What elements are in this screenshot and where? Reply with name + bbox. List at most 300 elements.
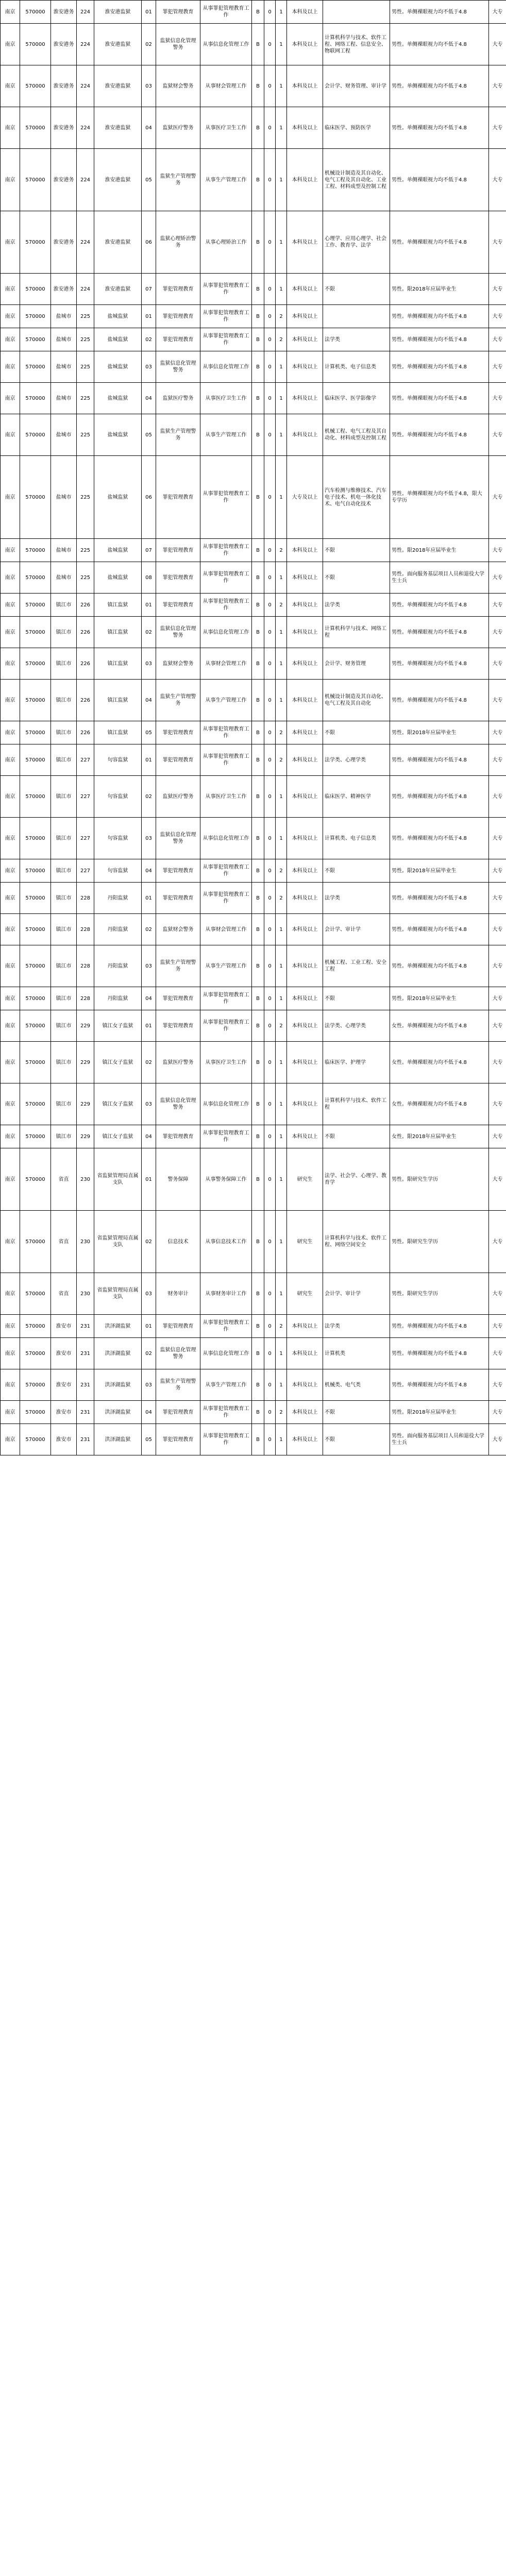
table-cell: 淮安港务 bbox=[51, 149, 77, 211]
table-cell: 男性。限研究生学历 bbox=[390, 1211, 489, 1273]
table-cell: 南京 bbox=[1, 1010, 20, 1042]
table-cell: 07 bbox=[142, 539, 156, 562]
table-cell: 从事罪犯管理教育工作 bbox=[200, 859, 252, 883]
table-body bbox=[1, 1, 506, 1455]
table-cell: 男性。单侧裸眼视力均不低于4.8 bbox=[390, 149, 489, 211]
table-cell: 1 bbox=[276, 1338, 287, 1369]
table-cell: 570000 bbox=[20, 456, 51, 539]
table-cell: 大专 bbox=[489, 1273, 506, 1315]
table-cell: 226 bbox=[77, 594, 94, 617]
table-cell: 会计学、财务管理 bbox=[323, 648, 390, 680]
table-cell: 监狱医疗警务 bbox=[156, 776, 200, 818]
table-cell: 计算机类、电子信息类 bbox=[323, 351, 390, 383]
table-row bbox=[1, 211, 506, 274]
table-cell: 男性。单侧裸眼视力均不低于4.8 bbox=[390, 648, 489, 680]
table-cell: 从事信息化管理工作 bbox=[200, 24, 252, 65]
table-cell: 盐城市 bbox=[51, 456, 77, 539]
table-cell: 南京 bbox=[1, 883, 20, 914]
table-cell: 本科及以上 bbox=[287, 945, 323, 987]
table-cell: 本科及以上 bbox=[287, 351, 323, 383]
table-cell: 570000 bbox=[20, 107, 51, 149]
table-cell: 2 bbox=[276, 305, 287, 328]
table-cell: 罪犯管理教育 bbox=[156, 562, 200, 594]
table-cell: B bbox=[252, 1148, 264, 1211]
table-cell: 本科及以上 bbox=[287, 1010, 323, 1042]
table-cell: 227 bbox=[77, 744, 94, 776]
table-cell: 男性。单侧裸眼视力均不低于4.8 bbox=[390, 1, 489, 24]
table-cell: 08 bbox=[142, 562, 156, 594]
table-cell: 大专 bbox=[489, 107, 506, 149]
table-cell: B bbox=[252, 1315, 264, 1338]
table-cell: 男性。单侧裸眼视力均不低于4.8 bbox=[390, 776, 489, 818]
table-cell: 从事财会管理工作 bbox=[200, 65, 252, 107]
table-row bbox=[1, 383, 506, 414]
table-cell: 0 bbox=[264, 149, 276, 211]
table-cell: 大专 bbox=[489, 414, 506, 456]
table-cell: 南京 bbox=[1, 1148, 20, 1211]
table-row bbox=[1, 1273, 506, 1315]
table-cell: 03 bbox=[142, 648, 156, 680]
table-cell: 0 bbox=[264, 883, 276, 914]
table-cell: 570000 bbox=[20, 721, 51, 744]
table-row bbox=[1, 456, 506, 539]
table-cell: 01 bbox=[142, 1010, 156, 1042]
table-cell: B bbox=[252, 149, 264, 211]
table-cell: 1 bbox=[276, 818, 287, 859]
table-cell: 570000 bbox=[20, 274, 51, 305]
table-cell: 本科及以上 bbox=[287, 594, 323, 617]
table-cell: 男性。单侧裸眼视力均不低于4.8 bbox=[390, 1369, 489, 1401]
table-cell: 南京 bbox=[1, 1211, 20, 1273]
table-cell: 淮安港监狱 bbox=[94, 149, 142, 211]
table-cell: 男性。单侧裸眼视力均不低于4.8 bbox=[390, 305, 489, 328]
table-cell: 1 bbox=[276, 1273, 287, 1315]
table-cell: 计算机科学与技术、软件工程 bbox=[323, 1083, 390, 1125]
table-cell: 225 bbox=[77, 456, 94, 539]
table-cell: 570000 bbox=[20, 149, 51, 211]
table-cell: 02 bbox=[142, 328, 156, 351]
table-cell: 本科及以上 bbox=[287, 1369, 323, 1401]
table-cell: 04 bbox=[142, 987, 156, 1010]
table-cell: 从事罪犯管理教育工作 bbox=[200, 987, 252, 1010]
table-cell: 04 bbox=[142, 107, 156, 149]
table-row bbox=[1, 1125, 506, 1148]
table-cell: 228 bbox=[77, 987, 94, 1010]
table-cell: 罪犯管理教育 bbox=[156, 305, 200, 328]
table-cell: 不限 bbox=[323, 274, 390, 305]
table-cell: 男性。限2018年应届毕业生 bbox=[390, 274, 489, 305]
table-cell: 镇江市 bbox=[51, 680, 77, 721]
table-row bbox=[1, 328, 506, 351]
table-cell: 机械工程、电气工程及其自动化、材料成型及控制工程 bbox=[323, 414, 390, 456]
table-cell: 225 bbox=[77, 414, 94, 456]
table-cell: 研究生 bbox=[287, 1211, 323, 1273]
table-cell: 从事医疗卫生工作 bbox=[200, 107, 252, 149]
table-cell: 570000 bbox=[20, 945, 51, 987]
table-cell: 0 bbox=[264, 1401, 276, 1424]
table-cell: 男性。限2018年应届毕业生 bbox=[390, 539, 489, 562]
table-cell: 盐城监狱 bbox=[94, 351, 142, 383]
table-cell: 法学类、心理学类 bbox=[323, 744, 390, 776]
table-cell: 淮安港务 bbox=[51, 107, 77, 149]
table-cell: 本科及以上 bbox=[287, 1083, 323, 1125]
table-cell: 2 bbox=[276, 744, 287, 776]
table-cell: 从事罪犯管理教育工作 bbox=[200, 883, 252, 914]
table-cell: 225 bbox=[77, 305, 94, 328]
table-cell: 226 bbox=[77, 648, 94, 680]
table-cell: 淮安港务 bbox=[51, 65, 77, 107]
table-cell: 省监狱管理局直属支队 bbox=[94, 1148, 142, 1211]
table-cell: 盐城市 bbox=[51, 383, 77, 414]
table-cell: 225 bbox=[77, 562, 94, 594]
table-cell: 从事医疗卫生工作 bbox=[200, 383, 252, 414]
table-cell: B bbox=[252, 383, 264, 414]
table-cell: 02 bbox=[142, 776, 156, 818]
table-cell: 财务审计 bbox=[156, 1273, 200, 1315]
table-cell: 0 bbox=[264, 562, 276, 594]
table-cell: B bbox=[252, 721, 264, 744]
table-cell: 0 bbox=[264, 1010, 276, 1042]
table-cell: 不限 bbox=[323, 1424, 390, 1455]
table-cell: 镇江市 bbox=[51, 1010, 77, 1042]
table-row bbox=[1, 1010, 506, 1042]
table-cell: 大专 bbox=[489, 945, 506, 987]
table-cell: 从事财务审计工作 bbox=[200, 1273, 252, 1315]
table-cell: 男性。单侧裸眼视力均不低于4.8 bbox=[390, 945, 489, 987]
table-cell: 本科及以上 bbox=[287, 65, 323, 107]
table-row bbox=[1, 859, 506, 883]
table-cell: 1 bbox=[276, 456, 287, 539]
table-cell: 镇江监狱 bbox=[94, 617, 142, 648]
table-cell: B bbox=[252, 351, 264, 383]
table-row bbox=[1, 65, 506, 107]
table-cell: 大专 bbox=[489, 1211, 506, 1273]
table-cell: 南京 bbox=[1, 1369, 20, 1401]
table-cell: 570000 bbox=[20, 1, 51, 24]
table-cell: 0 bbox=[264, 65, 276, 107]
table-cell: 本科及以上 bbox=[287, 1125, 323, 1148]
table-cell: B bbox=[252, 211, 264, 274]
table-cell: 从事信息化管理工作 bbox=[200, 818, 252, 859]
table-cell: 从事罪犯管理教育工作 bbox=[200, 721, 252, 744]
table-cell: 570000 bbox=[20, 539, 51, 562]
table-cell: 镇江市 bbox=[51, 914, 77, 945]
table-cell: 从事医疗卫生工作 bbox=[200, 776, 252, 818]
table-cell: 省直 bbox=[51, 1148, 77, 1211]
table-cell: 228 bbox=[77, 945, 94, 987]
table-cell: B bbox=[252, 1083, 264, 1125]
table-cell: 法学类 bbox=[323, 1315, 390, 1338]
table-cell: 大专 bbox=[489, 24, 506, 65]
table-cell: 226 bbox=[77, 617, 94, 648]
table-cell: 不限 bbox=[323, 859, 390, 883]
table-cell: 男性。单侧裸眼视力均不低于4.8 bbox=[390, 414, 489, 456]
table-cell: 570000 bbox=[20, 594, 51, 617]
table-cell: 南京 bbox=[1, 987, 20, 1010]
table-cell: 洪泽湖监狱 bbox=[94, 1315, 142, 1338]
table-cell: 01 bbox=[142, 744, 156, 776]
table-cell: 镇江市 bbox=[51, 594, 77, 617]
table-cell: 淮安市 bbox=[51, 1369, 77, 1401]
table-cell: 从事信息技术工作 bbox=[200, 1211, 252, 1273]
table-cell: 镇江市 bbox=[51, 1042, 77, 1083]
table-row bbox=[1, 1083, 506, 1125]
table-cell: 01 bbox=[142, 883, 156, 914]
table-cell: 227 bbox=[77, 859, 94, 883]
table-cell: 1 bbox=[276, 414, 287, 456]
table-cell: 罪犯管理教育 bbox=[156, 859, 200, 883]
table-cell: 句容监狱 bbox=[94, 776, 142, 818]
table-cell: 罪犯管理教育 bbox=[156, 539, 200, 562]
table-cell: 盐城监狱 bbox=[94, 383, 142, 414]
table-cell: 会计学、财务管理、审计学 bbox=[323, 65, 390, 107]
table-cell: 231 bbox=[77, 1369, 94, 1401]
table-cell: 07 bbox=[142, 274, 156, 305]
table-cell: 570000 bbox=[20, 1125, 51, 1148]
table-cell: 不限 bbox=[323, 1401, 390, 1424]
table-cell: 230 bbox=[77, 1148, 94, 1211]
table-cell: 男性。限研究生学历 bbox=[390, 1273, 489, 1315]
table-cell: 淮安港务 bbox=[51, 1, 77, 24]
table-cell: 淮安港监狱 bbox=[94, 211, 142, 274]
table-cell: 0 bbox=[264, 351, 276, 383]
table-cell bbox=[323, 1, 390, 24]
table-row bbox=[1, 107, 506, 149]
table-cell: 大专 bbox=[489, 1315, 506, 1338]
table-cell: B bbox=[252, 1401, 264, 1424]
table-row bbox=[1, 648, 506, 680]
table-cell: B bbox=[252, 883, 264, 914]
table-cell: 计算机类 bbox=[323, 1338, 390, 1369]
table-cell: 570000 bbox=[20, 383, 51, 414]
table-cell: 大专 bbox=[489, 456, 506, 539]
table-cell: 大专 bbox=[489, 1125, 506, 1148]
table-cell: 监狱生产管理警务 bbox=[156, 149, 200, 211]
table-cell: 临床医学、预防医学 bbox=[323, 107, 390, 149]
table-cell: 镇江市 bbox=[51, 1083, 77, 1125]
table-row bbox=[1, 414, 506, 456]
table-cell: 机械设计制造及其自动化、电气工程及其自动化、工业工程、材料成型及控制工程 bbox=[323, 149, 390, 211]
table-cell: 罪犯管理教育 bbox=[156, 1424, 200, 1455]
table-cell: 0 bbox=[264, 1369, 276, 1401]
table-cell: B bbox=[252, 617, 264, 648]
table-cell: 男性。单侧裸眼视力均不低于4.8 bbox=[390, 328, 489, 351]
table-cell: 本科及以上 bbox=[287, 1315, 323, 1338]
table-cell: 大专 bbox=[489, 65, 506, 107]
table-cell: 淮安港监狱 bbox=[94, 107, 142, 149]
table-cell: 2 bbox=[276, 1401, 287, 1424]
table-cell: 盐城市 bbox=[51, 328, 77, 351]
table-cell: 本科及以上 bbox=[287, 1042, 323, 1083]
table-cell: 临床医学、精神医学 bbox=[323, 776, 390, 818]
table-cell: 镇江监狱 bbox=[94, 680, 142, 721]
table-cell: 1 bbox=[276, 1, 287, 24]
table-cell: 南京 bbox=[1, 594, 20, 617]
table-cell: 不限 bbox=[323, 1125, 390, 1148]
table-cell: 1 bbox=[276, 648, 287, 680]
table-cell: 229 bbox=[77, 1125, 94, 1148]
table-cell: 0 bbox=[264, 744, 276, 776]
table-cell: 从事信息化管理工作 bbox=[200, 617, 252, 648]
table-cell: 男性。单侧裸眼视力均不低于4.8 bbox=[390, 594, 489, 617]
table-cell: 1 bbox=[276, 680, 287, 721]
table-cell: 大专 bbox=[489, 149, 506, 211]
table-cell: 省直 bbox=[51, 1273, 77, 1315]
table-cell: 南京 bbox=[1, 383, 20, 414]
table-cell: 本科及以上 bbox=[287, 149, 323, 211]
table-cell: 从事财会管理工作 bbox=[200, 914, 252, 945]
table-cell: 南京 bbox=[1, 680, 20, 721]
table-cell: 从事生产管理工作 bbox=[200, 680, 252, 721]
table-cell: 大专 bbox=[489, 594, 506, 617]
table-cell: 计算机科学与技术、软件工程、网络空间安全 bbox=[323, 1211, 390, 1273]
table-cell: 本科及以上 bbox=[287, 539, 323, 562]
table-cell: 0 bbox=[264, 1315, 276, 1338]
table-cell: 从事罪犯管理教育工作 bbox=[200, 456, 252, 539]
table-cell: 01 bbox=[142, 1315, 156, 1338]
table-cell: 法学类 bbox=[323, 883, 390, 914]
table-cell: 南京 bbox=[1, 914, 20, 945]
table-cell: 淮安市 bbox=[51, 1424, 77, 1455]
table-cell: 0 bbox=[264, 776, 276, 818]
table-cell: 从事罪犯管理教育工作 bbox=[200, 562, 252, 594]
table-cell: 本科及以上 bbox=[287, 107, 323, 149]
table-cell: 男性。单侧裸眼视力均不低于4.8 bbox=[390, 211, 489, 274]
table-cell: 大专 bbox=[489, 211, 506, 274]
table-cell: 03 bbox=[142, 351, 156, 383]
table-cell: B bbox=[252, 305, 264, 328]
table-cell: 1 bbox=[276, 351, 287, 383]
table-cell: 丹阳监狱 bbox=[94, 945, 142, 987]
table-cell: 监狱信息化管理警务 bbox=[156, 351, 200, 383]
table-cell: 0 bbox=[264, 914, 276, 945]
table-cell: 03 bbox=[142, 65, 156, 107]
table-cell: 从事警务保障工作 bbox=[200, 1148, 252, 1211]
table-cell: 1 bbox=[276, 1424, 287, 1455]
table-cell: 04 bbox=[142, 1401, 156, 1424]
table-cell: 2 bbox=[276, 328, 287, 351]
table-cell: 洪泽湖监狱 bbox=[94, 1338, 142, 1369]
table-cell: B bbox=[252, 859, 264, 883]
table-cell: 男性。面向服务基层项目人员和退役大学生士兵 bbox=[390, 562, 489, 594]
table-cell: 罪犯管理教育 bbox=[156, 1125, 200, 1148]
table-cell: 大专 bbox=[489, 648, 506, 680]
table-cell: 2 bbox=[276, 721, 287, 744]
table-cell: 0 bbox=[264, 859, 276, 883]
table-row bbox=[1, 1338, 506, 1369]
table-cell: 南京 bbox=[1, 648, 20, 680]
table-cell: 罪犯管理教育 bbox=[156, 456, 200, 539]
table-cell: 570000 bbox=[20, 1211, 51, 1273]
table-cell: 04 bbox=[142, 680, 156, 721]
table-cell: 0 bbox=[264, 945, 276, 987]
table-cell: 0 bbox=[264, 721, 276, 744]
table-cell: 男性。限2018年应届毕业生 bbox=[390, 859, 489, 883]
table-cell: 丹阳监狱 bbox=[94, 987, 142, 1010]
table-cell: 1 bbox=[276, 945, 287, 987]
table-cell: 男性。单侧裸眼视力均不低于4.8 bbox=[390, 914, 489, 945]
table-cell: 监狱生产管理警务 bbox=[156, 945, 200, 987]
table-cell: 0 bbox=[264, 456, 276, 539]
table-row bbox=[1, 1424, 506, 1455]
table-cell: 男性。单侧裸眼视力均不低于4.8 bbox=[390, 680, 489, 721]
table-cell: 0 bbox=[264, 274, 276, 305]
table-row bbox=[1, 818, 506, 859]
table-cell: 南京 bbox=[1, 456, 20, 539]
table-cell: 淮安港监狱 bbox=[94, 1, 142, 24]
table-cell: 1 bbox=[276, 1148, 287, 1211]
table-cell: B bbox=[252, 1424, 264, 1455]
table-cell: 本科及以上 bbox=[287, 914, 323, 945]
table-cell: 镇江市 bbox=[51, 1125, 77, 1148]
table-cell: 02 bbox=[142, 617, 156, 648]
table-cell: 监狱财会警务 bbox=[156, 648, 200, 680]
table-cell: 南京 bbox=[1, 24, 20, 65]
table-cell: 04 bbox=[142, 859, 156, 883]
table-cell: 570000 bbox=[20, 1338, 51, 1369]
table-cell: 盐城市 bbox=[51, 562, 77, 594]
table-cell: 05 bbox=[142, 1424, 156, 1455]
table-cell: 盐城监狱 bbox=[94, 539, 142, 562]
table-cell: 570000 bbox=[20, 1042, 51, 1083]
table-cell: 男性。限2018年应届毕业生 bbox=[390, 1401, 489, 1424]
table-cell: 大专 bbox=[489, 328, 506, 351]
table-cell: 本科及以上 bbox=[287, 1424, 323, 1455]
table-cell: 05 bbox=[142, 721, 156, 744]
table-cell: 225 bbox=[77, 539, 94, 562]
table-cell: 从事罪犯管理教育工作 bbox=[200, 1125, 252, 1148]
table-cell: 本科及以上 bbox=[287, 648, 323, 680]
table-cell: 02 bbox=[142, 1042, 156, 1083]
table-cell: 本科及以上 bbox=[287, 414, 323, 456]
table-cell: 本科及以上 bbox=[287, 776, 323, 818]
table-cell: B bbox=[252, 987, 264, 1010]
table-cell: 监狱生产管理警务 bbox=[156, 414, 200, 456]
table-cell: 盐城监狱 bbox=[94, 456, 142, 539]
table-cell: 1 bbox=[276, 987, 287, 1010]
table-cell: 570000 bbox=[20, 1148, 51, 1211]
table-cell: 罪犯管理教育 bbox=[156, 274, 200, 305]
table-cell: 男性。单侧裸眼视力均不低于4.8，限大专学历 bbox=[390, 456, 489, 539]
table-cell: B bbox=[252, 274, 264, 305]
table-cell: 1 bbox=[276, 1211, 287, 1273]
table-cell: 1 bbox=[276, 776, 287, 818]
table-cell: B bbox=[252, 1273, 264, 1315]
table-cell: 镇江女子监狱 bbox=[94, 1010, 142, 1042]
table-row bbox=[1, 776, 506, 818]
table-row bbox=[1, 24, 506, 65]
table-cell: 1 bbox=[276, 1369, 287, 1401]
table-cell: B bbox=[252, 680, 264, 721]
table-cell: B bbox=[252, 776, 264, 818]
table-cell: 南京 bbox=[1, 744, 20, 776]
table-cell: 1 bbox=[276, 383, 287, 414]
table-cell: 大专 bbox=[489, 1369, 506, 1401]
table-cell: 省监狱管理局直属支队 bbox=[94, 1273, 142, 1315]
table-cell: 丹阳监狱 bbox=[94, 883, 142, 914]
table-cell: 计算机类、电子信息类 bbox=[323, 818, 390, 859]
table-cell: 231 bbox=[77, 1338, 94, 1369]
table-row bbox=[1, 744, 506, 776]
table-cell: 224 bbox=[77, 149, 94, 211]
table-cell: 570000 bbox=[20, 680, 51, 721]
table-cell: 2 bbox=[276, 1315, 287, 1338]
table-cell: 镇江监狱 bbox=[94, 594, 142, 617]
table-cell: 03 bbox=[142, 1369, 156, 1401]
table-row bbox=[1, 1369, 506, 1401]
table-cell: 镇江女子监狱 bbox=[94, 1083, 142, 1125]
table-cell: 大专 bbox=[489, 1083, 506, 1125]
